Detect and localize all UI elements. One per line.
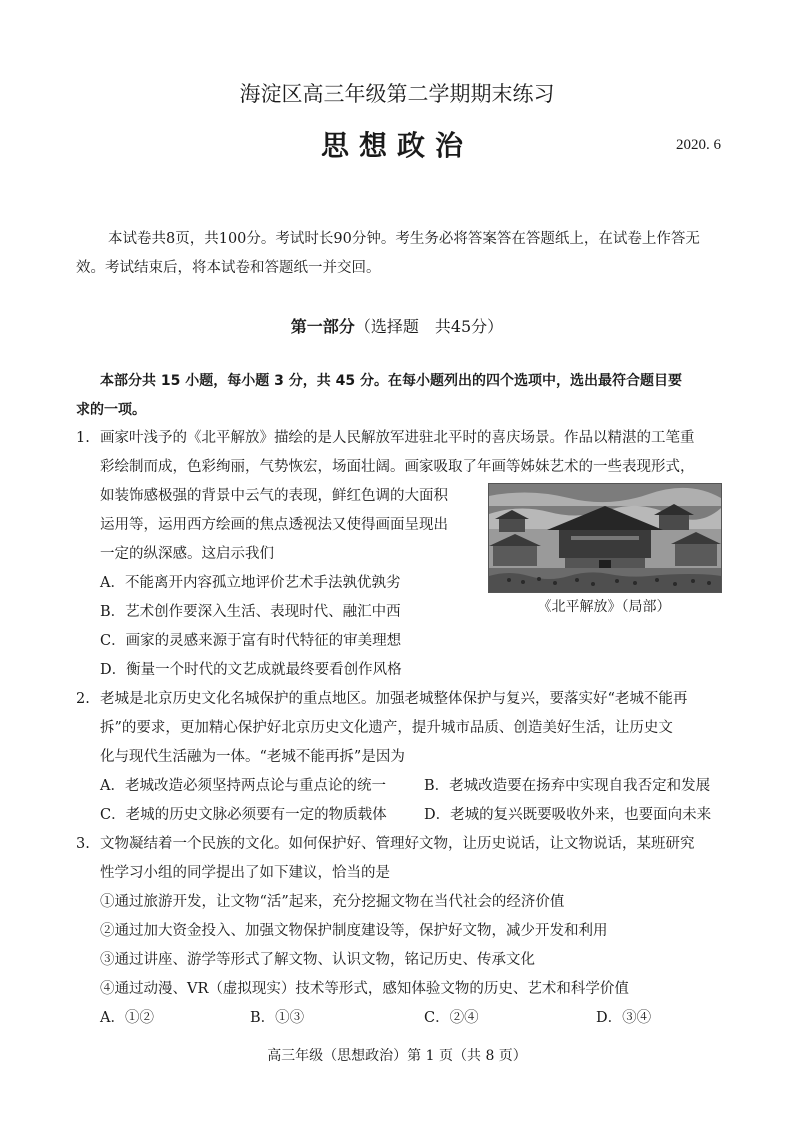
page-footer: 高三年级（思想政治）第 1 页（共 8 页） — [267, 1048, 527, 1064]
intro-line-2: 效。考试结束后，将本试卷和答题纸一并交回。 — [76, 260, 381, 276]
answer-option: C．画家的灵感来源于富有时代特征的审美理想 — [100, 633, 402, 649]
intro-line-1: 本试卷共8页，共100分。考试时长90分钟。考生务必将答案答在答题纸上，在试卷上作答无 — [108, 231, 700, 247]
answer-option: C．②④ — [424, 1010, 479, 1026]
part-one-title: 第一部分 — [290, 317, 355, 336]
question-line: 老城是北京历史文化名城保护的重点地区。加强老城整体保护与复兴，要落实好“老城不能再 — [100, 691, 688, 707]
painting-illustration — [488, 483, 722, 593]
question-line: 性学习小组的同学提出了如下建议，恰当的是 — [100, 865, 390, 881]
answer-option: D．③④ — [596, 1010, 652, 1026]
answer-option: B．老城改造要在扬弃中实现自我否定和发展 — [424, 778, 711, 794]
part-one-heading — [0, 314, 794, 337]
question-line: 如装饰感极强的背景中云气的表现，鲜红色调的大面积 — [100, 488, 448, 504]
answer-option: A．老城改造必须坚持两点论与重点论的统一 — [100, 778, 386, 794]
statement-item: ④通过动漫、VR（虚拟现实）技术等形式，感知体验文物的历史、艺术和科学价值 — [100, 981, 629, 997]
question-number: 2. — [76, 691, 90, 707]
answer-option: C．老城的历史文脉必须要有一定的物质载体 — [100, 807, 387, 823]
answer-option: A．①② — [100, 1010, 154, 1026]
question-line: 画家叶浅予的《北平解放》描绘的是人民解放军进驻北平时的喜庆场景。作品以精湛的工笔重 — [100, 430, 695, 446]
question-line: 化与现代生活融为一体。“老城不能再拆”是因为 — [100, 749, 405, 765]
question-line: 文物凝结着一个民族的文化。如何保护好、管理好文物，让历史说话，让文物说话，某班研究 — [100, 836, 695, 852]
answer-option: D．衡量一个时代的文艺成就最终要看创作风格 — [100, 662, 402, 678]
answer-option: B．艺术创作要深入生活、表现时代、融汇中西 — [100, 604, 401, 620]
answer-option: B．①③ — [250, 1010, 305, 1026]
question-line: 运用等，运用西方绘画的焦点透视法又使得画面呈现出 — [100, 517, 448, 533]
exam-subject-title: 思想政治 — [320, 129, 473, 162]
statement-item: ③通过讲座、游学等形式了解文物、认识文物，铭记历史、传承文化 — [100, 952, 535, 968]
painting-caption: 《北平解放》（局部） — [537, 599, 671, 615]
part-one-instruction-1: 本部分共 15 小题，每小题 3 分，共 45 分。在每小题列出的四个选项中，选出最符合题目要 — [100, 373, 682, 389]
answer-option: D．老城的复兴既要吸收外来，也要面向未来 — [424, 807, 712, 823]
exam-school-title: 海淀区高三年级第二学期期末练习 — [239, 82, 555, 106]
question-number: 1. — [76, 430, 90, 446]
part-one-instruction-2: 求的一项。 — [76, 402, 146, 418]
answer-option: A．不能离开内容孤立地评价艺术手法孰优孰劣 — [100, 575, 401, 591]
question-number: 3. — [76, 836, 90, 852]
statement-item: ②通过加大资金投入、加强文物保护制度建设等，保护好文物，减少开发和利用 — [100, 923, 608, 939]
question-line: 一定的纵深感。这启示我们 — [100, 546, 274, 562]
exam-date: 2020. 6 — [676, 137, 721, 153]
part-one-subtitle: （选择题 共45分） — [354, 317, 504, 336]
question-line: 拆”的要求，更加精心保护好北京历史文化遗产，提升城市品质、创造美好生活，让历史文 — [100, 720, 673, 736]
statement-item: ①通过旅游开发，让文物“活”起来，充分挖掘文物在当代社会的经济价值 — [100, 894, 565, 910]
question-line: 彩绘制而成，色彩绚丽，气势恢宏，场面壮阔。画家吸取了年画等姊妹艺术的一些表现形式， — [100, 459, 695, 475]
